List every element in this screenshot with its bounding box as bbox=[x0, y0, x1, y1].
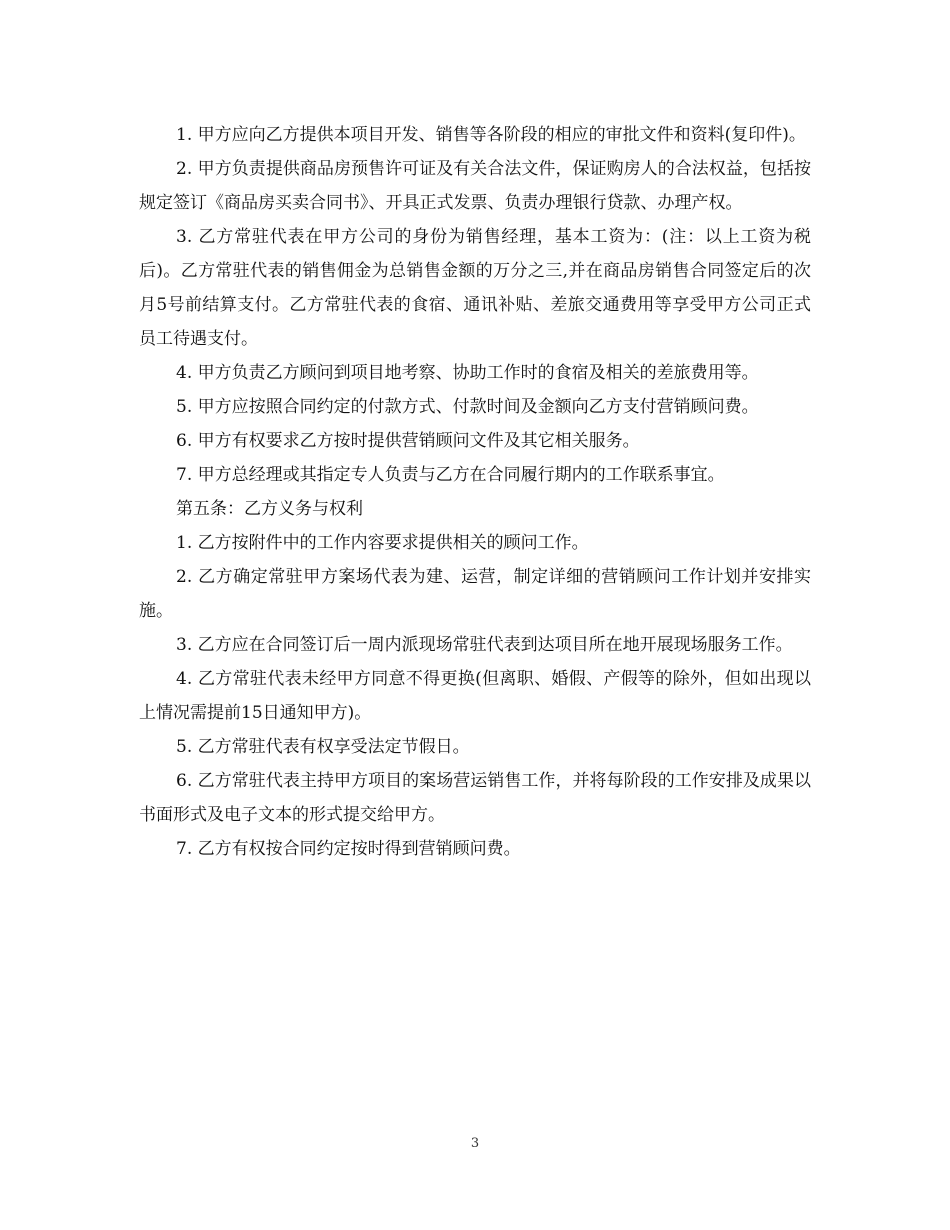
paragraph-3: 3. 乙方常驻代表在甲方公司的身份为销售经理，基本工资为：(注：以上工资为税后)。乙方常驻代表的销售佣金为总销售金额的万分之三,并在商品房销售合同签定后的次月5号前结算支付。乙方常驻代表的食宿、通讯补贴、差旅交通费用等享受甲方公司正式员工待遇支付。 bbox=[139, 227, 811, 349]
paragraph-14: 7. 乙方有权按合同约定按时得到营销顾问费。 bbox=[176, 839, 521, 859]
paragraph-9: 2. 乙方确定常驻甲方案场代表为建、运营，制定详细的营销顾问工作计划并安排实施。 bbox=[139, 567, 811, 621]
paragraph-6: 6. 甲方有权要求乙方按时提供营销顾问文件及其它相关服务。 bbox=[176, 431, 640, 451]
page-number: 3 bbox=[470, 1136, 480, 1151]
paragraph-12: 5. 乙方常驻代表有权享受法定节假日。 bbox=[176, 737, 470, 757]
paragraph-10: 3. 乙方应在合同签订后一周内派现场常驻代表到达项目所在地开展现场服务工作。 bbox=[176, 635, 793, 655]
paragraph-5: 5. 甲方应按照合同约定的付款方式、付款时间及金额向乙方支付营销顾问费。 bbox=[176, 397, 759, 417]
document-body bbox=[139, 118, 811, 866]
paragraph-4: 4. 甲方负责乙方顾问到项目地考察、协助工作时的食宿及相关的差旅费用等。 bbox=[176, 363, 759, 383]
paragraph-1: 1. 甲方应向乙方提供本项目开发、销售等各阶段的相应的审批文件和资料(复印件)。 bbox=[176, 125, 806, 145]
paragraph-2: 2. 甲方负责提供商品房预售许可证及有关合法文件，保证购房人的合法权益，包括按规定签订《商品房买卖合同书》、开具正式发票、负责办理银行贷款、办理产权。 bbox=[139, 159, 811, 213]
paragraph-8: 1. 乙方按附件中的工作内容要求提供相关的顾问工作。 bbox=[176, 533, 589, 553]
paragraph-7: 7. 甲方总经理或其指定专人负责与乙方在合同履行期内的工作联系事宜。 bbox=[176, 465, 725, 485]
paragraph-13: 6. 乙方常驻代表主持甲方项目的案场营运销售工作，并将每阶段的工作安排及成果以书面形式及电子文本的形式提交给甲方。 bbox=[139, 771, 811, 825]
paragraph-11: 4. 乙方常驻代表未经甲方同意不得更换(但离职、婚假、产假等的除外，但如出现以上情况需提前15日通知甲方)。 bbox=[139, 669, 811, 723]
section-heading: 第五条：乙方义务与权利 bbox=[176, 499, 363, 519]
